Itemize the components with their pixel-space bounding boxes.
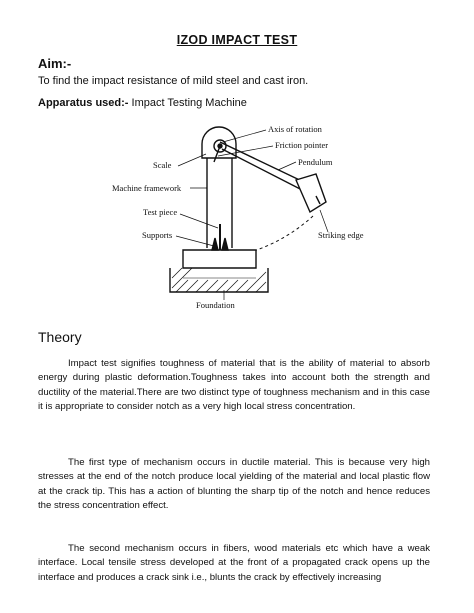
label-supports: Supports — [142, 230, 173, 240]
page-title: IZOD IMPACT TEST — [176, 33, 298, 47]
theory-paragraph: The second mechanism occurs in fibers, wood materials etc which have a weak interface. Local tensile stress developed at the front of a propagated crack opens up the interface and produces a crack sink i.e., blunts the crack by effectively increasing — [38, 543, 430, 583]
label-axis-of-rotation: Axis of rotation — [268, 124, 322, 134]
apparatus-label: Apparatus used:- — [38, 97, 129, 109]
label-scale: Scale — [153, 160, 172, 170]
aim-text: To find the impact resistance of mild steel and cast iron. — [38, 75, 309, 87]
impact-machine-diagram — [112, 118, 378, 318]
theory-paragraph: The first type of mechanism occurs in ductile material. This is because very high stresses at the end of the notch produce local yielding of the material and local plastic flow at the crack tip. This has a action of blunting the sharp tip of the notch and hence reduces the stress concentration effect. — [38, 457, 430, 512]
label-foundation: Foundation — [196, 300, 235, 310]
apparatus-line — [38, 97, 247, 109]
label-pendulum: Pendulum — [298, 157, 333, 167]
theory-heading: Theory — [38, 329, 82, 345]
label-machine-framework: Machine framework — [112, 183, 182, 193]
label-test-piece: Test piece — [143, 207, 178, 217]
aim-heading: Aim:- — [38, 56, 72, 71]
label-friction-pointer: Friction pointer — [275, 140, 329, 150]
apparatus-value: Impact Testing Machine — [128, 97, 247, 109]
theory-paragraph: Impact test signifies toughness of material that is the ability of material to absorb energy during plastic deformation.Toughness takes into account both the strength and ductility of the material.There are two distinct type of toughness mechanism and in this case it is appropriate to consider notch as a very high local stress concentration. — [38, 358, 430, 413]
label-striking-edge: Striking edge — [318, 230, 364, 240]
